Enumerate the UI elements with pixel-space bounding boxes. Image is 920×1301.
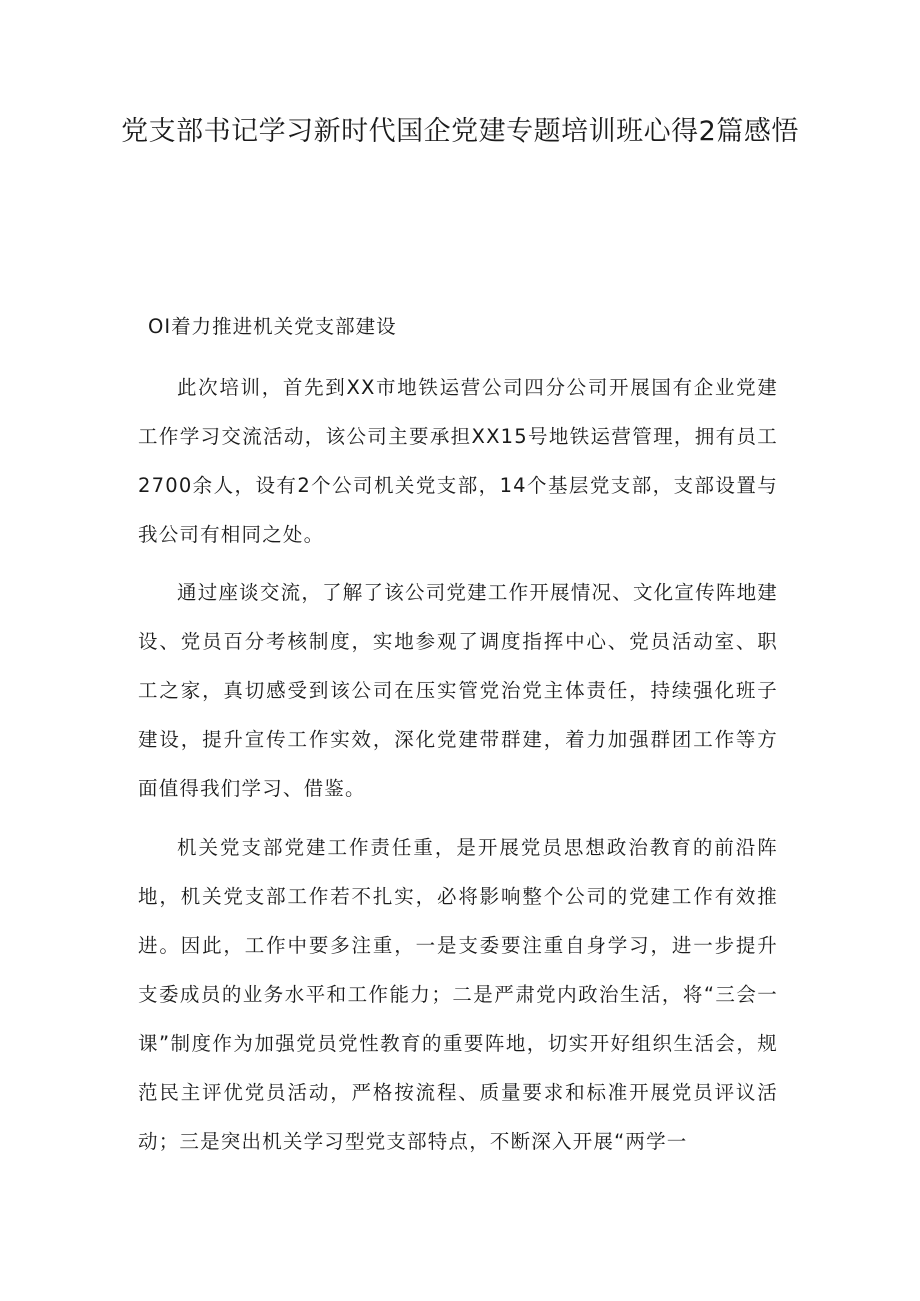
paragraph-1: 此次培训，首先到XX市地铁运营公司四分公司开展国有企业党建工作学习交流活动，该公司主要承担XX15号地铁运营管理，拥有员工2700余人，设有2个公司机关党支部，14个基层党支部，支部设置与我公司有相同之处。 [138, 376, 778, 546]
document-title: 党支部书记学习新时代国企党建专题培训班心得2篇感悟 [121, 116, 799, 147]
paragraph-2: 通过座谈交流，了解了该公司党建工作开展情况、文化宣传阵地建设、党员百分考核制度，实地参观了调度指挥中心、党员活动室、职工之家，真切感受到该公司在压实管党治党主体责任，持续强化班子建设，提升宣传工作实效，深化党建带群建，着力加强群团工作等方面值得我们学习、借鉴。 [138, 581, 778, 800]
section-heading: OI着力推进机关党支部建设 [148, 315, 397, 338]
paragraph-3: 机关党支部党建工作责任重，是开展党员思想政治教育的前沿阵地，机关党支部工作若不扎实，必将影响整个公司的党建工作有效推进。因此，工作中要多注重，一是支委要注重自身学习，进一步提升支委成员的业务水平和工作能力；二是严肃党内政治生活，将“三会一课”制度作为加强党员党性教育的重要阵地，切实开好组织生活会，规范民主评优党员活动，严格按流程、质量要求和标准开展党员评议活动；三是突出机关学习型党支部特点，不断深入开展“两学一 [138, 836, 778, 1153]
